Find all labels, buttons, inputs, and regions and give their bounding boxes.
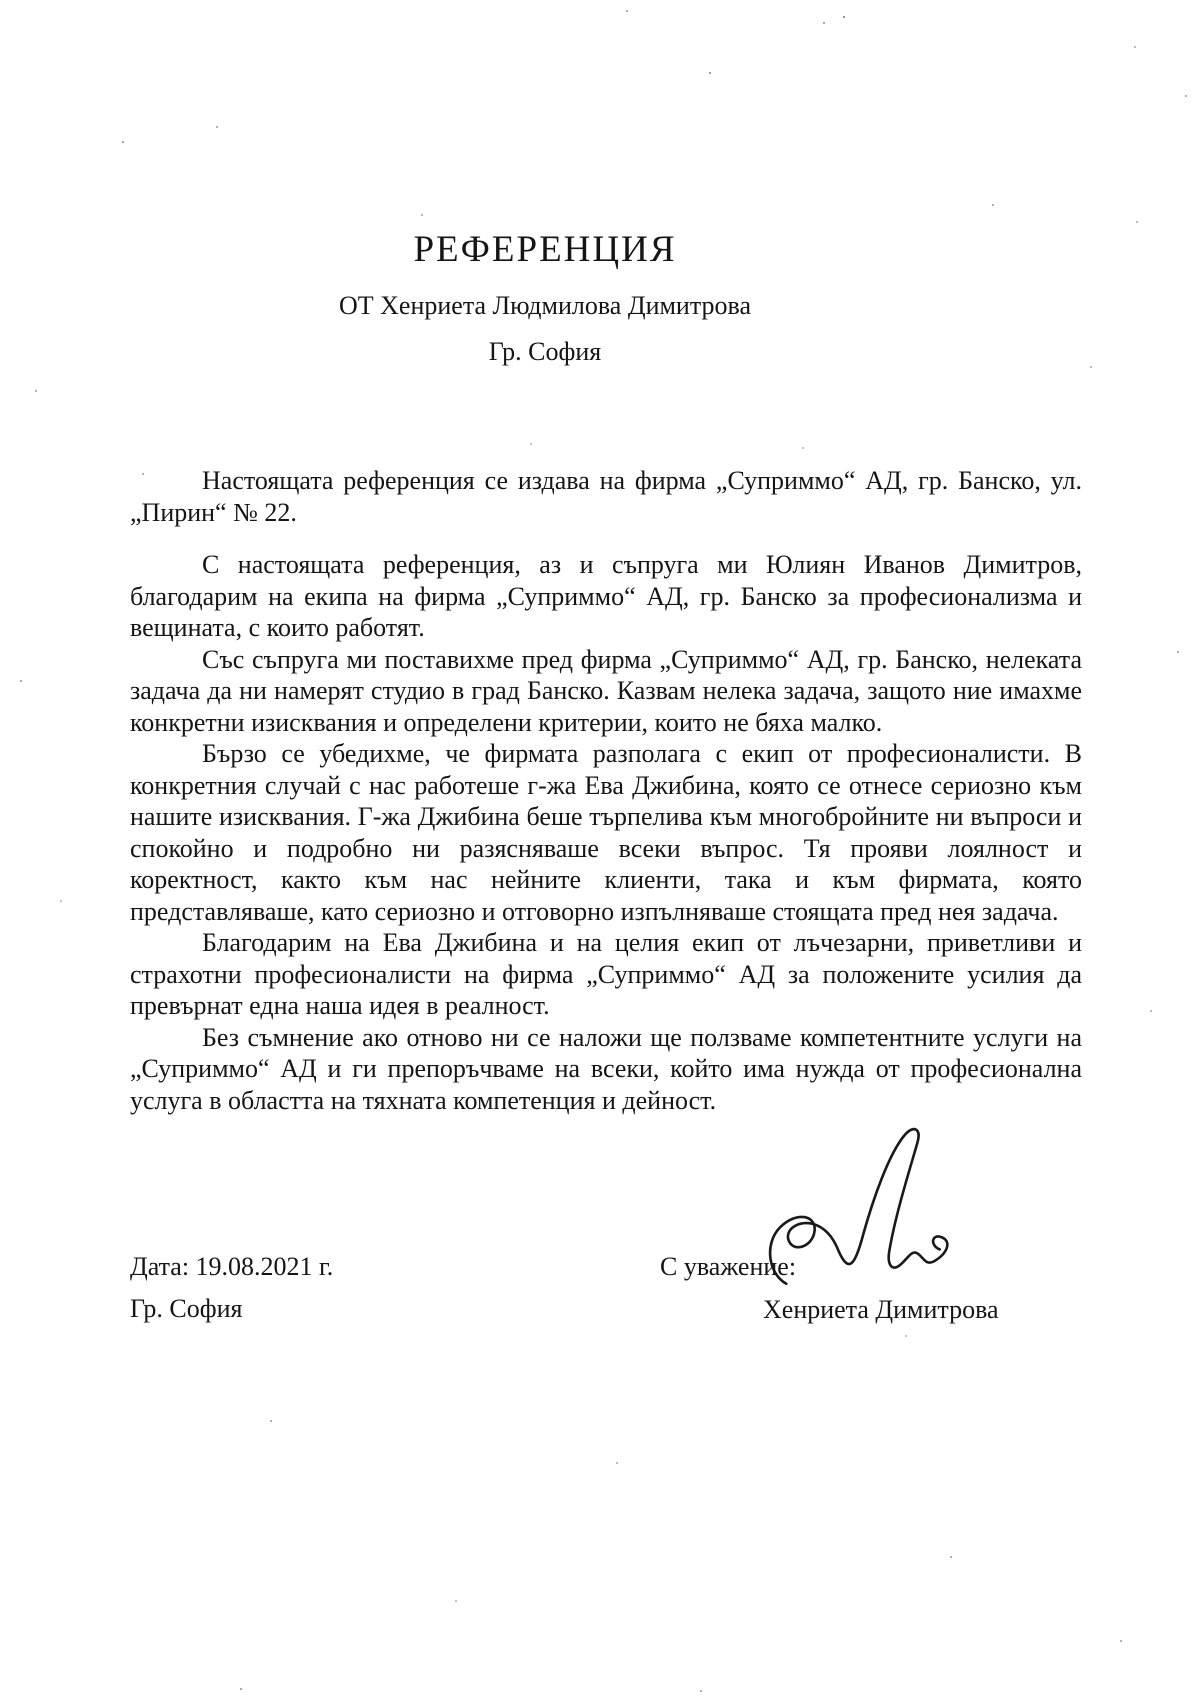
author-line: ОТ Хенриета Людмилова Димитрова <box>338 291 751 320</box>
scan-noise <box>0 0 2 2</box>
body-paragraph: Настоящата референция се издава на фирма „Суприммо“ АД, гр. Банско, ул. „Пирин“ № 22. <box>130 466 1082 527</box>
city-line: Гр. София <box>488 337 602 366</box>
body-paragraph: С настоящата референция, аз и съпруга ми Юлиян Иванов Димитров, благодарим на екипа на фирма „Суприммо“ АД, гр. Банско за професионализма и вещината, с които работят. <box>130 550 1082 642</box>
closing-line: С уважение: <box>660 1252 797 1281</box>
letter-body <box>130 465 1082 1116</box>
letter-title: РЕФЕРЕНЦИЯ <box>413 229 677 270</box>
letter-heading <box>0 0 1090 367</box>
body-paragraph: Бързо се убедихме, че фирмата разполага с екип от професионалисти. В конкретния случай с нас работеше г-жа Ева Джибина, която се отнесе сериозно към нашите изисквания. Г-жа Джибина беше търпелива към многобройните ни въпроси и спокойно и подробно ни разясняваше всеки въпрос. Тя прояви лоялност и коректност, както към нас нейните клиенти, така и към фирмата, която представляваше, като сериозно и отговорно изпълняваше стоящата пред нея задача. <box>130 739 1082 926</box>
date-line: Дата: 19.08.2021 г. <box>130 1252 334 1281</box>
handwritten-signature-image <box>758 1122 970 1294</box>
signature-icon <box>758 1122 970 1294</box>
city-bottom-line: Гр. София <box>130 1294 243 1323</box>
body-paragraph: Със съпруга ми поставихме пред фирма „Суприммо“ АД, гр. Банско, нелеката задача да ни намерят студио в град Банско. Казвам нелека задача, защото ние имахме конкретни изисквания и определени критерии, които не бяха малко. <box>130 644 1082 737</box>
body-paragraph: Без съмнение ако отново ни се наложи ще ползваме компетентните услуги на „Суприммо“ АД и ги препоръчваме на всеки, който има нужда от професионална услуга в областта на тяхната компетенция и дейност. <box>130 1022 1082 1115</box>
body-paragraph: Благодарим на Ева Джибина и на целия екип от лъчезарни, приветливи и страхотни професионалисти на фирма „Суприммо“ АД за положените усилия да превърнат една наша идея в реалност. <box>130 928 1082 1020</box>
signer-name: Хенриета Димитрова <box>763 1295 999 1324</box>
